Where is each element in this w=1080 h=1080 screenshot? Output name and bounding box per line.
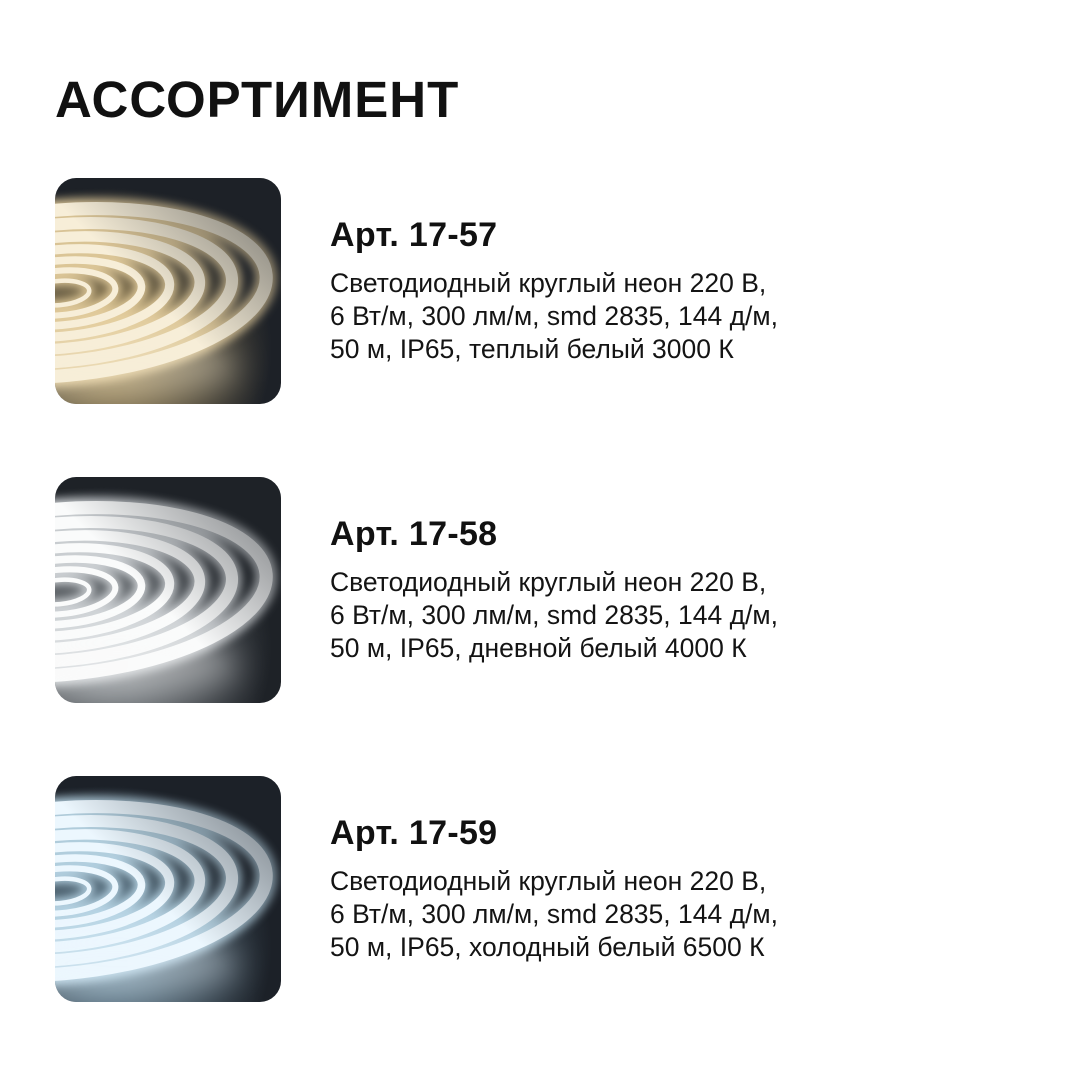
description-line: Светодиодный круглый неон 220 В, bbox=[330, 268, 767, 298]
description-line: 6 Вт/м, 300 лм/м, smd 2835, 144 д/м, bbox=[330, 899, 778, 929]
description-line: 50 м, IP65, дневной белый 4000 К bbox=[330, 633, 747, 663]
description-line: 50 м, IP65, теплый белый 3000 К bbox=[330, 334, 734, 364]
product-card bbox=[55, 178, 870, 404]
product-info bbox=[330, 814, 870, 964]
product-card bbox=[55, 776, 870, 1002]
product-description bbox=[330, 566, 870, 665]
product-info bbox=[330, 515, 870, 665]
product-photo-warm-white-neon bbox=[55, 178, 281, 404]
product-sku: Арт. 17-57 bbox=[330, 216, 498, 254]
description-line: 6 Вт/м, 300 лм/м, smd 2835, 144 д/м, bbox=[330, 600, 778, 630]
page-title: АССОРТИМЕНТ bbox=[55, 71, 460, 128]
product-info bbox=[330, 216, 870, 366]
description-line: 50 м, IP65, холодный белый 6500 К bbox=[330, 932, 765, 962]
description-line: Светодиодный круглый неон 220 В, bbox=[330, 866, 767, 896]
description-line: 6 Вт/м, 300 лм/м, smd 2835, 144 д/м, bbox=[330, 301, 778, 331]
product-photo-day-white-neon bbox=[55, 477, 281, 703]
product-card bbox=[55, 477, 870, 703]
description-line: Светодиодный круглый неон 220 В, bbox=[330, 567, 767, 597]
product-sku: Арт. 17-59 bbox=[330, 814, 498, 852]
product-description bbox=[330, 865, 870, 964]
product-sku: Арт. 17-58 bbox=[330, 515, 498, 553]
product-photo-cold-white-neon bbox=[55, 776, 281, 1002]
product-description bbox=[330, 267, 870, 366]
